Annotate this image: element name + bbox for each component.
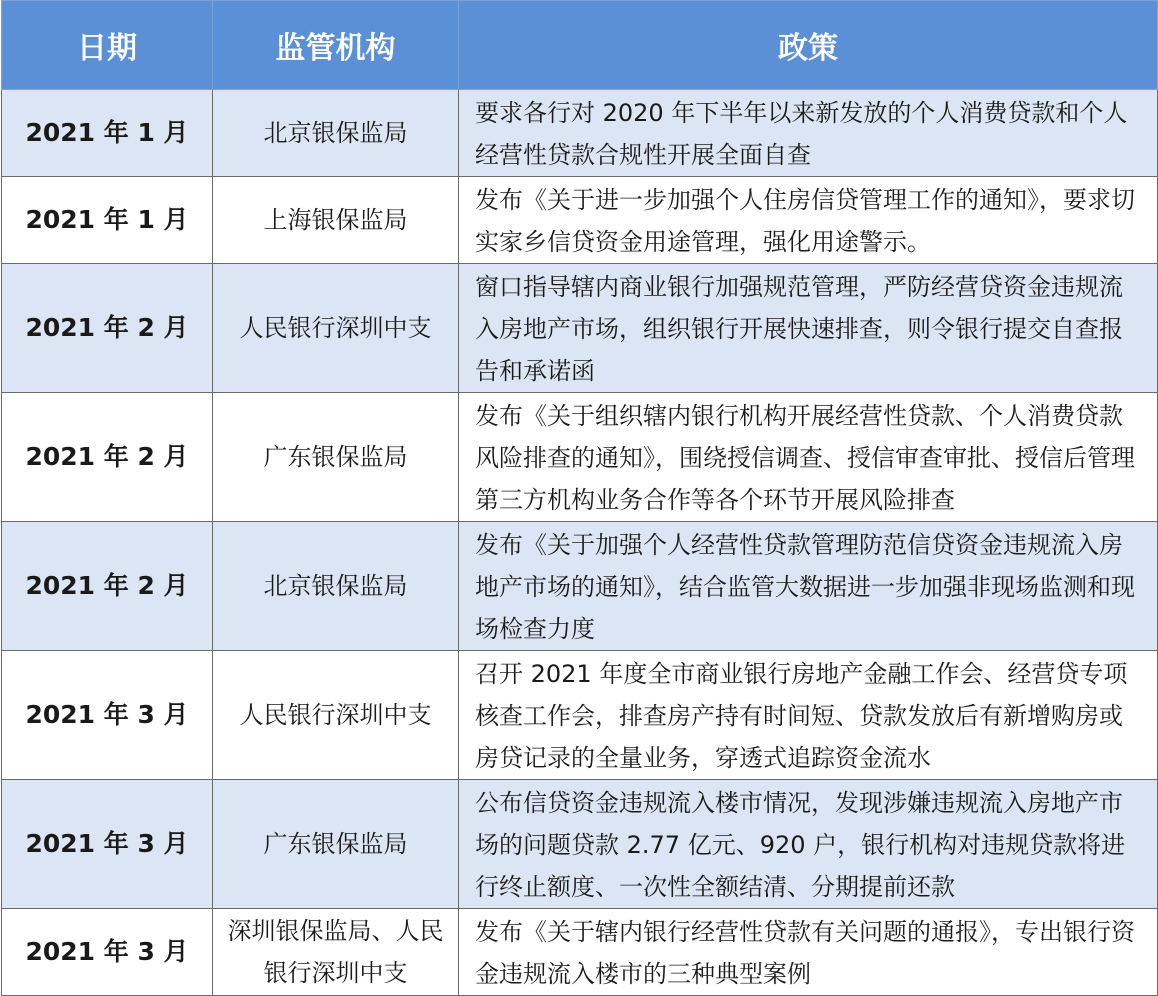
cell-agency: 深圳银保监局、人民银行深圳中支 bbox=[213, 909, 459, 996]
cell-policy: 公布信贷资金违规流入楼市情况，发现涉嫌违规流入房地产市场的问题贷款 2.77 亿元、920 户，银行机构对违规贷款将进行终止额度、一次性全额结清、分期提前还款 bbox=[459, 780, 1158, 909]
cell-date: 2021 年 2 月 bbox=[2, 522, 213, 651]
table-row bbox=[2, 522, 1158, 651]
cell-policy: 发布《关于加强个人经营性贷款管理防范信贷资金违规流入房地产市场的通知》，结合监管大数据进一步加强非现场监测和现场检查力度 bbox=[459, 522, 1158, 651]
cell-date: 2021 年 3 月 bbox=[2, 780, 213, 909]
table-row bbox=[2, 780, 1158, 909]
header-agency: 监管机构 bbox=[213, 1, 459, 90]
cell-date: 2021 年 1 月 bbox=[2, 177, 213, 264]
cell-policy: 要求各行对 2020 年下半年以来新发放的个人消费贷款和个人经营性贷款合规性开展全面自查 bbox=[459, 90, 1158, 177]
table-row bbox=[2, 393, 1158, 522]
cell-agency: 广东银保监局 bbox=[213, 780, 459, 909]
header-policy: 政策 bbox=[459, 1, 1158, 90]
header-date: 日期 bbox=[2, 1, 213, 90]
cell-policy: 窗口指导辖内商业银行加强规范管理，严防经营贷资金违规流入房地产市场，组织银行开展快速排查，则令银行提交自查报告和承诺函 bbox=[459, 264, 1158, 393]
cell-policy: 召开 2021 年度全市商业银行房地产金融工作会、经营贷专项核查工作会，排查房产持有时间短、贷款发放后有新增购房或房贷记录的全量业务，穿透式追踪资金流水 bbox=[459, 651, 1158, 780]
policy-table bbox=[1, 0, 1158, 996]
cell-agency: 上海银保监局 bbox=[213, 177, 459, 264]
cell-agency: 广东银保监局 bbox=[213, 393, 459, 522]
cell-agency: 人民银行深圳中支 bbox=[213, 264, 459, 393]
table-row bbox=[2, 90, 1158, 177]
cell-date: 2021 年 2 月 bbox=[2, 393, 213, 522]
cell-date: 2021 年 1 月 bbox=[2, 90, 213, 177]
cell-agency: 北京银保监局 bbox=[213, 522, 459, 651]
table-row bbox=[2, 177, 1158, 264]
cell-date: 2021 年 2 月 bbox=[2, 264, 213, 393]
cell-agency: 北京银保监局 bbox=[213, 90, 459, 177]
cell-agency: 人民银行深圳中支 bbox=[213, 651, 459, 780]
table-header-row bbox=[2, 1, 1158, 90]
cell-date: 2021 年 3 月 bbox=[2, 651, 213, 780]
table-row bbox=[2, 264, 1158, 393]
cell-policy: 发布《关于辖内银行经营性贷款有关问题的通报》，专出银行资金违规流入楼市的三种典型案例 bbox=[459, 909, 1158, 996]
cell-policy: 发布《关于进一步加强个人住房信贷管理工作的通知》，要求切实家乡信贷资金用途管理，强化用途警示。 bbox=[459, 177, 1158, 264]
cell-policy: 发布《关于组织辖内银行机构开展经营性贷款、个人消费贷款风险排查的通知》，围绕授信调查、授信审查审批、授信后管理第三方机构业务合作等各个环节开展风险排查 bbox=[459, 393, 1158, 522]
watermark-overlay bbox=[912, 932, 1008, 956]
cell-date: 2021 年 3 月 bbox=[2, 909, 213, 996]
table-row bbox=[2, 651, 1158, 780]
